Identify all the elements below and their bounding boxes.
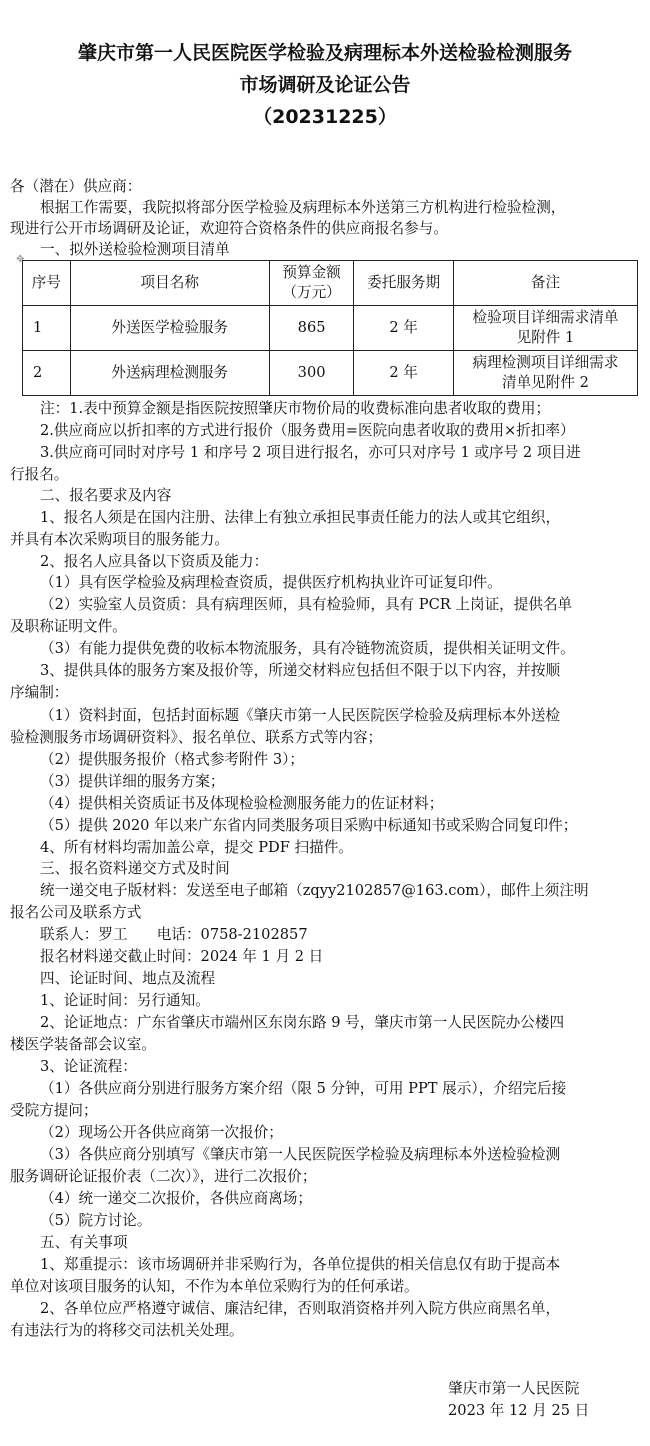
cell-no: 1 [23,306,71,351]
body-line: （5）院方讨论。 [40,1212,152,1229]
body-line: （2）实验室人员资质：具有病理医师，具有检验师，具有 PCR 上岗证，提供名单 [40,596,573,613]
cell-name: 外送病理检测服务 [70,351,269,396]
cell-period: 2 年 [354,351,454,396]
body-line: 并具有本次采购项目的服务能力。 [10,531,229,548]
signature-date: 2023 年 12 月 25 日 [448,1402,590,1419]
remark-line: 病理检测项目详细需求 [472,354,619,371]
body-line: （4）统一递交二次报价，各供应商离场； [40,1190,312,1207]
note-line: 2.供应商应以折扣率的方式进行报价（服务费用=医院向患者收取的费用×折扣率） [40,422,575,439]
body-line: 3、论证流程： [40,1058,137,1075]
body-line: 及职称证明文件。 [10,618,127,635]
body-line: 1、论证时间：另行通知。 [40,992,210,1009]
intro-line: 根据工作需要，我院拟将部分医学检验及病理标本外送第三方机构进行检验检测， [40,199,566,216]
remark-line: 检验项目详细需求清单 [472,309,619,326]
salutation: 各（潜在）供应商： [10,178,142,195]
remark-line: 见附件 1 [516,329,575,346]
title-line-3: （20231225） [253,106,397,128]
section1-title: 一、拟外送检验检测项目清单 [40,241,230,258]
item-table [22,260,638,396]
header-budget-label: 预算金额 [282,264,341,281]
body-line: 3、提供具体的服务方案及报价等，所递交材料应包括但不限于以下内容，并按顺 [40,662,561,679]
body-line: 报名公司及联系方式 [10,904,142,921]
header-remark: 备注 [453,261,637,306]
body-line: 4、所有材料均需加盖公章，提交 PDF 扫描件。 [40,839,353,856]
body-line: 2、报名人应具备以下资质及能力： [40,553,269,570]
cell-name: 外送医学检验服务 [70,306,269,351]
title-line-2: 市场调研及论证公告 [239,74,411,96]
cell-budget: 865 [269,306,353,351]
body-line: （1）具有医学检验及病理检查资质，提供医疗机构执业许可证复印件。 [40,574,502,591]
body-line: （1）各供应商分别进行服务方案介绍（限 5 分钟，可用 PPT 展示），介绍完后接 [40,1080,567,1097]
cell-period: 2 年 [354,306,454,351]
contact-line: 联系人：罗工 电话：0758-2102857 [40,926,308,943]
title-line-1: 肇庆市第一人民医院医学检验及病理标本外送检验检测服务 [77,42,572,64]
cell-remark [453,351,637,396]
body-line: （3）提供详细的服务方案； [40,773,225,790]
body-line: （3）各供应商分别填写《肇庆市第一人民医院医学检验及病理标本外送检验检测 [40,1146,561,1163]
header-name: 项目名称 [70,261,269,306]
body-line: 统一递交电子版材料：发送至电子邮箱（zqyy2102857@163.com），邮件上须注明 [40,882,589,899]
body-line: 验检测服务市场调研资料》、报名单位、联系方式等内容； [10,729,383,746]
body-line: 服务调研论证报价表（二次）》，进行二次报价； [10,1168,317,1185]
section5-title: 五、有关事项 [40,1234,128,1251]
header-no: 序号 [23,261,71,306]
body-line: 2、各单位应严格遵守诚信、廉洁纪律，否则取消资格并列入院方供应商黑名单， [40,1300,561,1317]
body-line: 1、报名人须是在国内注册、法律上有独立承担民事责任能力的法人或其它组织， [40,509,561,526]
section2-title: 二、报名要求及内容 [40,487,172,504]
table-header-row [23,261,638,306]
intro-line: 现进行公开市场调研及论证，欢迎符合资格条件的供应商报名参与。 [10,220,448,237]
note-line: 行报名。 [10,466,69,483]
cell-budget: 300 [269,351,353,396]
table-row [23,306,638,351]
header-budget-unit: （万元） [282,284,341,301]
header-budget [269,261,353,306]
deadline-line: 报名材料递交截止时间：2024 年 1 月 2 日 [40,948,324,965]
note-line: 注：1.表中预算金额是指医院按照肇庆市物价局的收费标准向患者收取的费用； [40,400,551,417]
cell-remark [453,306,637,351]
body-line: （5）提供 2020 年以来广东省内同类服务项目采购中标通知书或采购合同复印件； [40,817,578,834]
body-line: 1、郑重提示：该市场调研并非采购行为，各单位提供的相关信息仅有助于提高本 [40,1256,561,1273]
header-period: 委托服务期 [354,261,454,306]
body-line: （1）资料封面，包括封面标题《肇庆市第一人民医院医学检验及病理标本外送检 [40,707,561,724]
table-row [23,351,638,396]
body-line: （2）现场公开各供应商第一次报价； [40,1124,283,1141]
section4-title: 四、论证时间、地点及流程 [40,970,216,987]
body-line: （3）有能力提供免费的收标本物流服务，具有冷链物流资质，提供相关证明文件。 [40,640,575,657]
section3-title: 三、报名资料递交方式及时间 [40,860,230,877]
body-line: 单位对该项目服务的认知，不作为本单位采购行为的任何承诺。 [10,1278,419,1295]
body-line: （4）提供相关资质证书及体现检验检测服务能力的佐证材料； [40,795,444,812]
body-line: 2、论证地点：广东省肇庆市端州区东岗东路 9 号，肇庆市第一人民医院办公楼四 [40,1014,565,1031]
body-line: 序编制： [10,684,69,701]
cell-no: 2 [23,351,71,396]
body-line: 有违法行为的将移交司法机关处理。 [10,1322,244,1339]
body-line: （2）提供服务报价（格式参考附件 3）； [40,751,305,768]
signature-org: 肇庆市第一人民医院 [448,1380,580,1397]
note-line: 3.供应商可同时对序号 1 和序号 2 项目进行报名，亦可只对序号 1 或序号 2 项目进 [40,444,581,461]
table-handle-icon: ✥ [16,254,25,265]
body-line: 楼医学装备部会议室。 [10,1036,156,1053]
remark-line: 清单见附件 2 [502,374,589,391]
body-line: 受院方提问； [10,1102,98,1119]
